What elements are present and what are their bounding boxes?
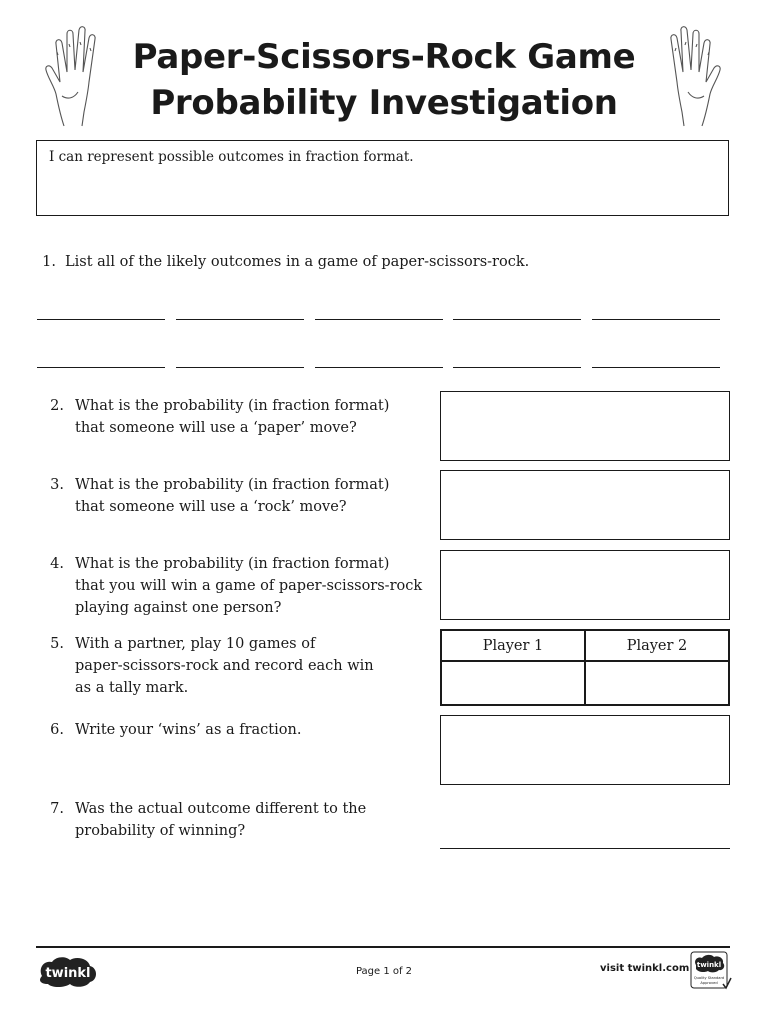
question-6-number: 6. <box>50 722 64 738</box>
question-7-number: 7. <box>50 801 64 817</box>
question-2-text <box>75 395 389 439</box>
question-6-text <box>75 719 301 741</box>
question-4-line-3: playing against one person? <box>75 600 282 616</box>
quality-badge <box>690 951 732 991</box>
question-7-text <box>75 798 366 842</box>
question-5-line-3: as a tally mark. <box>75 680 189 696</box>
question-2-line-1: What is the probability (in fraction format) <box>75 398 390 414</box>
answer-line[interactable] <box>176 367 304 368</box>
tally-table <box>440 629 730 706</box>
answer-line[interactable] <box>37 367 165 368</box>
visit-link[interactable]: visit twinkl.com <box>600 963 690 974</box>
question-5-text <box>75 633 374 699</box>
player-2-header: Player 2 <box>585 630 729 661</box>
question-3-text <box>75 474 389 518</box>
answer-line[interactable] <box>37 319 165 320</box>
question-2-line-2: that someone will use a ‘paper’ move? <box>75 420 357 436</box>
objective-box <box>36 140 729 216</box>
question-5-line-1: With a partner, play 10 games of <box>75 636 316 652</box>
player-1-tally-cell[interactable] <box>441 661 585 705</box>
badge-line-2: Approved <box>700 981 718 985</box>
question-2-number: 2. <box>50 398 64 414</box>
question-7-line-1: Was the actual outcome different to the <box>75 801 367 817</box>
question-3-line-2: that someone will use a ‘rock’ move? <box>75 499 347 515</box>
player-1-header: Player 1 <box>441 630 585 661</box>
left-hand-icon <box>42 22 124 130</box>
question-3-line-1: What is the probability (in fraction format) <box>75 477 390 493</box>
answer-box-6[interactable] <box>440 715 730 785</box>
badge-line-1: Quality Standard <box>693 976 725 980</box>
title-line-2: Probability Investigation <box>150 83 618 123</box>
right-hand-icon <box>642 22 724 130</box>
question-1-number: 1. <box>42 254 56 270</box>
question-7-line-2: probability of winning? <box>75 823 246 839</box>
answer-line[interactable] <box>315 319 443 320</box>
question-5-number: 5. <box>50 636 64 652</box>
question-6-line-1: Write your ‘wins’ as a fraction. <box>75 722 302 738</box>
player-2-tally-cell[interactable] <box>585 661 729 705</box>
answer-box-4[interactable] <box>440 550 730 620</box>
objective-text: I can represent possible outcomes in fraction format. <box>49 149 414 165</box>
answer-line[interactable] <box>453 319 581 320</box>
question-5-line-2: paper-scissors-rock and record each win <box>75 658 374 674</box>
answer-line[interactable] <box>592 319 720 320</box>
logo-text: twinkl <box>45 966 91 981</box>
page-number: Page 1 of 2 <box>355 966 413 977</box>
question-1-line-1: List all of the likely outcomes in a game of paper-scissors-rock. <box>65 254 530 270</box>
answer-line[interactable] <box>315 367 443 368</box>
answer-box-2[interactable] <box>440 391 730 461</box>
answer-line[interactable] <box>176 319 304 320</box>
question-4-number: 4. <box>50 556 64 572</box>
answer-box-3[interactable] <box>440 470 730 540</box>
answer-line[interactable] <box>592 367 720 368</box>
answer-line-7[interactable] <box>440 848 730 849</box>
question-4-line-1: What is the probability (in fraction format) <box>75 556 390 572</box>
question-1-text <box>65 251 529 273</box>
twinkl-logo <box>36 954 100 990</box>
title-line-1: Paper-Scissors-Rock Game <box>132 37 636 77</box>
question-3-number: 3. <box>50 477 64 493</box>
badge-logo-text: twinkl <box>696 961 722 969</box>
footer-divider <box>36 946 730 948</box>
page-title <box>120 34 648 126</box>
answer-line[interactable] <box>453 367 581 368</box>
question-4-line-2: that you will win a game of paper-scissors-rock <box>75 578 423 594</box>
question-4-text <box>75 553 422 619</box>
